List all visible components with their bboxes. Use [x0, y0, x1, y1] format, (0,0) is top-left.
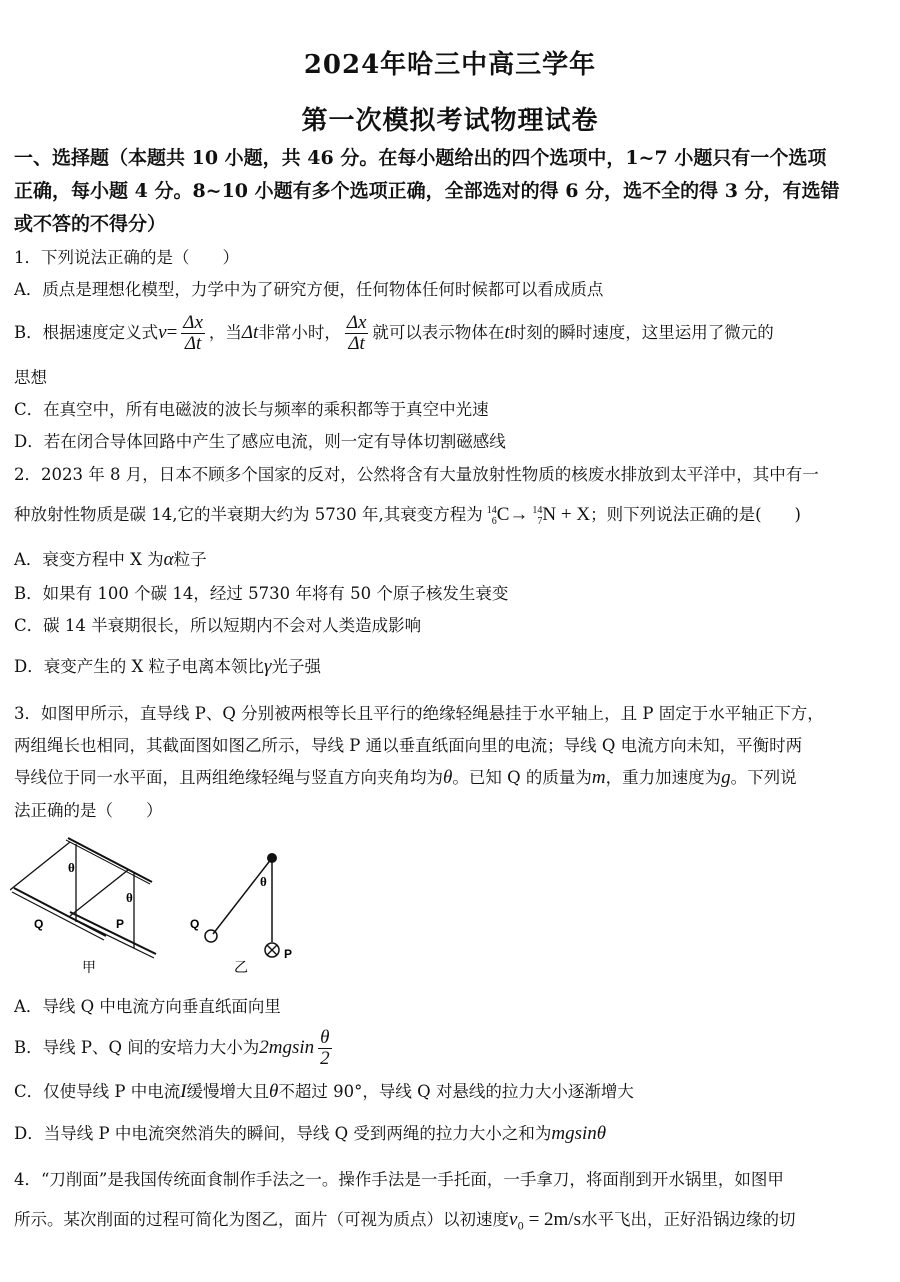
half-theta-fraction	[318, 1028, 331, 1069]
label-p: P	[116, 917, 125, 931]
label-q: Q	[190, 917, 200, 931]
fraction-denominator: Δt	[348, 333, 365, 354]
atomic-number: 6	[491, 515, 497, 527]
fraction-numerator: Δx	[346, 312, 367, 333]
q3-c-text: 不超过 90°，导线 Q 对悬线的拉力大小逐渐增大	[278, 1082, 634, 1101]
q2-stem-line2	[14, 501, 886, 527]
nitrogen-symbol: N + X	[542, 504, 591, 525]
theta-label: θ	[126, 890, 133, 905]
ampere-force-expression: 2mgsin	[259, 1037, 315, 1058]
section-line: 一、选择题（本题共 10 小题，共 46 分。在每小题给出的四个选项中，1~7 小题只有一个选项	[14, 147, 827, 169]
nitrogen-nuclide-index	[528, 505, 542, 527]
atomic-number: 7	[537, 515, 543, 527]
q3-stem-line2: 两组绳长也相同，其截面图如图乙所示，导线 P 通以垂直纸面向里的电流；导线 Q 电流方向未知，平衡时两	[14, 736, 803, 755]
current-symbol: I	[180, 1081, 187, 1102]
q2-stem-text: ；则下列说法正确的是( )	[590, 505, 801, 524]
equals-sign: =	[166, 322, 178, 343]
q3-c-text: C．仅使导线 P 中电流	[14, 1082, 181, 1101]
q3-d-text: D．当导线 P 中电流突然消失的瞬间，导线 Q 受到两绳的拉力大小之和为	[14, 1124, 552, 1143]
q3-option-c	[14, 1078, 886, 1103]
theta-symbol: θ	[269, 1081, 279, 1102]
q3-text: ，重力加速度为	[605, 768, 722, 787]
q1-b-text: 就可以表示物体在	[372, 323, 505, 342]
q1-b-text: ，当	[208, 323, 242, 342]
section-instructions	[14, 142, 886, 241]
carbon-nuclide-index	[483, 505, 497, 527]
wire-p	[70, 912, 156, 954]
q3-stem-line1: 3．如图甲所示，直导线 P、Q 分别被两根等长且平行的绝缘轻绳悬挂于水平轴上，且 P 固定于水平轴正下方，	[14, 704, 824, 723]
q3-stem-line4: 法正确的是（ ）	[14, 801, 163, 820]
q1-b-text: 非常小时，	[258, 323, 341, 342]
mass-number: 14	[532, 504, 543, 516]
reaction-arrow: →	[509, 504, 529, 525]
q2-d-text: 光子强	[271, 657, 321, 676]
q2-stem-text: 种放射性物质是碳 14,它的半衰期大约为 5730 年,其衰变方程为	[14, 505, 483, 524]
gamma-symbol: γ	[263, 656, 272, 677]
q3-c-text: 缓慢增大且	[186, 1082, 270, 1101]
wire-q	[14, 888, 106, 936]
label-q: Q	[34, 917, 44, 931]
rope-q2	[70, 870, 128, 916]
q1-option-d: D．若在闭合导体回路中产生了感应电流，则一定有导体切割磁感线	[14, 432, 506, 451]
fraction-denominator: Δt	[184, 333, 202, 354]
q3-figure	[10, 830, 310, 980]
section-line: 或不答的不得分）	[14, 213, 167, 235]
q2-option-a	[14, 546, 886, 571]
q3-option-b	[14, 1028, 886, 1069]
velocity-fraction	[181, 313, 205, 354]
q1-option-b-cont: 思想	[14, 368, 47, 387]
q3-stem-line3	[14, 764, 886, 789]
fraction-numerator: Δx	[183, 312, 203, 333]
initial-velocity-value: = 2m/s	[523, 1209, 581, 1230]
label-p: P	[284, 947, 293, 961]
fraction-denominator: 2	[320, 1048, 330, 1069]
q1-option-a: A．质点是理想化模型，力学中为了研究方便，任何物体任何时候都可以看成质点	[14, 280, 604, 299]
q2-stem-line1: 2．2023 年 8 月，日本不顾多个国家的反对，公然将含有大量放射性物质的核废水排放到太平洋中，其中有一	[14, 465, 819, 484]
figure-jia	[10, 838, 156, 958]
exam-title-line2: 第一次模拟考试物理试卷	[301, 106, 599, 136]
q2-option-b: B．如果有 100 个碳 14，经过 5730 年将有 50 个原子核发生衰变	[14, 584, 509, 603]
q3-text: 。已知 Q 的质量为	[452, 768, 592, 787]
theta-label: θ	[68, 860, 75, 875]
q3-b-text: B．导线 P、Q 间的安培力大小为	[14, 1038, 260, 1057]
q1-b-text: 时刻的瞬时速度，这里运用了微元的	[509, 323, 774, 342]
q4-text: 水平飞出，正好沿锅边缘的切	[580, 1210, 796, 1229]
velocity-fraction-2	[345, 313, 369, 354]
velocity-symbol: v	[158, 322, 167, 343]
q4-stem-line1: 4．“刀削面”是我国传统面食制作手法之一。操作手法是一手托面，一手拿刀，将面削到开水锅里，如图甲	[14, 1170, 784, 1189]
q3-option-a: A．导线 Q 中电流方向垂直纸面向里	[14, 997, 281, 1016]
fraction-numerator: θ	[320, 1027, 330, 1048]
theta-label: θ	[260, 874, 267, 889]
figure-yi	[205, 854, 279, 957]
q1-b-prefix: B．根据速度定义式	[14, 323, 159, 342]
q1-option-b	[14, 313, 886, 354]
q2-a-text: 粒子	[173, 550, 207, 569]
gravity-symbol: g	[721, 767, 731, 788]
q2-a-text: A．衰变方程中 X 为	[14, 550, 164, 569]
q2-option-c: C．碳 14 半衰期很长，所以短期内不会对人类造成影响	[14, 616, 422, 635]
caption-yi: 乙	[234, 960, 248, 976]
rope-q	[10, 842, 70, 890]
tension-expression: mgsinθ	[551, 1123, 607, 1144]
exam-title-line1: 2024年哈三中高三学年	[303, 50, 597, 80]
mass-symbol: m	[591, 767, 606, 788]
alpha-symbol: α	[163, 549, 174, 570]
initial-velocity-symbol: v	[509, 1209, 518, 1230]
q4-text: 所示。某次削面的过程可简化为图乙，面片（可视为质点）以初速度	[14, 1210, 509, 1229]
q3-text: 。下列说	[730, 768, 797, 787]
rope-to-q	[213, 858, 272, 934]
q3-option-d	[14, 1120, 886, 1145]
q1-stem: 1．下列说法正确的是（ ）	[14, 248, 239, 267]
q2-d-text: D．衰变产生的 X 粒子电离本领比	[14, 657, 264, 676]
delta-t-symbol: Δt	[241, 322, 259, 343]
carbon-symbol: C	[496, 504, 510, 525]
q3-text: 导线位于同一水平面，且两组绝缘轻绳与竖直方向夹角均为	[14, 768, 443, 787]
section-line: 正确，每小题 4 分。8~10 小题有多个选项正确，全部选对的得 6 分，选不全的得 3 分，有选错	[14, 180, 840, 202]
wire-q-circle	[205, 930, 217, 942]
mass-number: 14	[486, 504, 497, 516]
horizontal-axis-bar	[68, 838, 152, 882]
q2-option-d	[14, 653, 886, 678]
caption-jia: 甲	[82, 960, 96, 976]
q4-stem-line2	[14, 1206, 886, 1232]
subscript-zero: 0	[517, 1221, 524, 1233]
time-symbol: t	[504, 322, 510, 343]
q1-option-c: C．在真空中，所有电磁波的波长与频率的乘积都等于真空中光速	[14, 400, 489, 419]
theta-symbol: θ	[443, 767, 453, 788]
